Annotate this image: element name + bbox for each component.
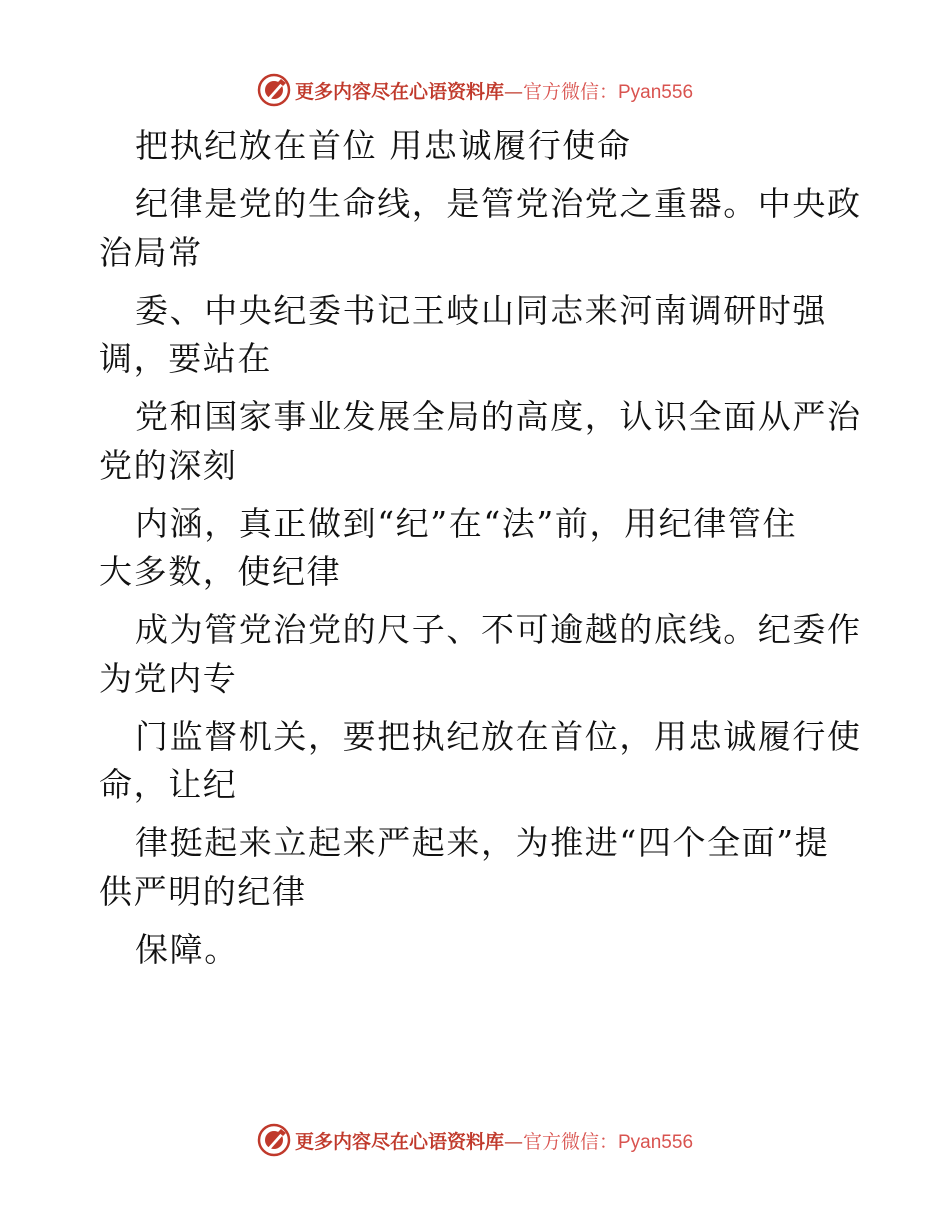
paragraph-line: 律挺起来立起来严起来，为推进“四个全面”提: [135, 823, 830, 862]
banner-text: [295, 1127, 693, 1154]
banner-text: [295, 77, 693, 104]
paragraph-line: 纪律是党的生命线，是管党治党之重器。中央政: [135, 184, 862, 223]
banner-wechat-id: Pyan556: [618, 1131, 694, 1153]
paragraph-line: 命，让纪: [99, 765, 238, 804]
footer-banner: [0, 1120, 950, 1160]
banner-main-text: 更多内容尽在心语资料库: [294, 1130, 504, 1153]
header-banner: [0, 70, 950, 110]
paragraph-line: 供严明的纪律: [99, 871, 307, 911]
banner-separator: —: [503, 1130, 523, 1153]
paragraph-line: 大多数，使纪律: [99, 552, 342, 591]
banner-separator: —: [503, 80, 523, 103]
document-body: [99, 122, 862, 984]
paragraph-line: 调，要站在: [99, 339, 272, 378]
paragraph-line: 委、中央纪委书记王岐山同志来河南调研时强: [135, 290, 827, 330]
paragraph-line: 党和国家事业发展全局的高度，认识全面从严治: [135, 397, 862, 436]
paragraph-line: 治局常: [99, 232, 203, 272]
paragraph-line: 为党内专: [99, 658, 238, 698]
pen-nib-logo-icon: [257, 73, 291, 107]
document-title: 把执纪放在首位 用忠诚履行使命: [135, 126, 632, 165]
paragraph-line: 门监督机关，要把执纪放在首位，用忠诚履行使: [135, 716, 862, 756]
banner-wechat-id: Pyan556: [618, 81, 694, 103]
paragraph-line: 党的深刻: [99, 445, 238, 485]
paragraph-line: 成为管党治党的尺子、不可逾越的底线。纪委作: [135, 610, 862, 649]
banner-wechat-label: 官方微信：: [522, 1130, 618, 1153]
banner-main-text: 更多内容尽在心语资料库: [294, 80, 504, 103]
banner-wechat-label: 官方微信：: [522, 80, 618, 103]
pen-nib-logo-icon: [257, 1123, 291, 1157]
paragraph-line: 保障。: [135, 929, 239, 969]
paragraph-line: 内涵，真正做到“纪”在“法”前，用纪律管住: [135, 503, 798, 543]
